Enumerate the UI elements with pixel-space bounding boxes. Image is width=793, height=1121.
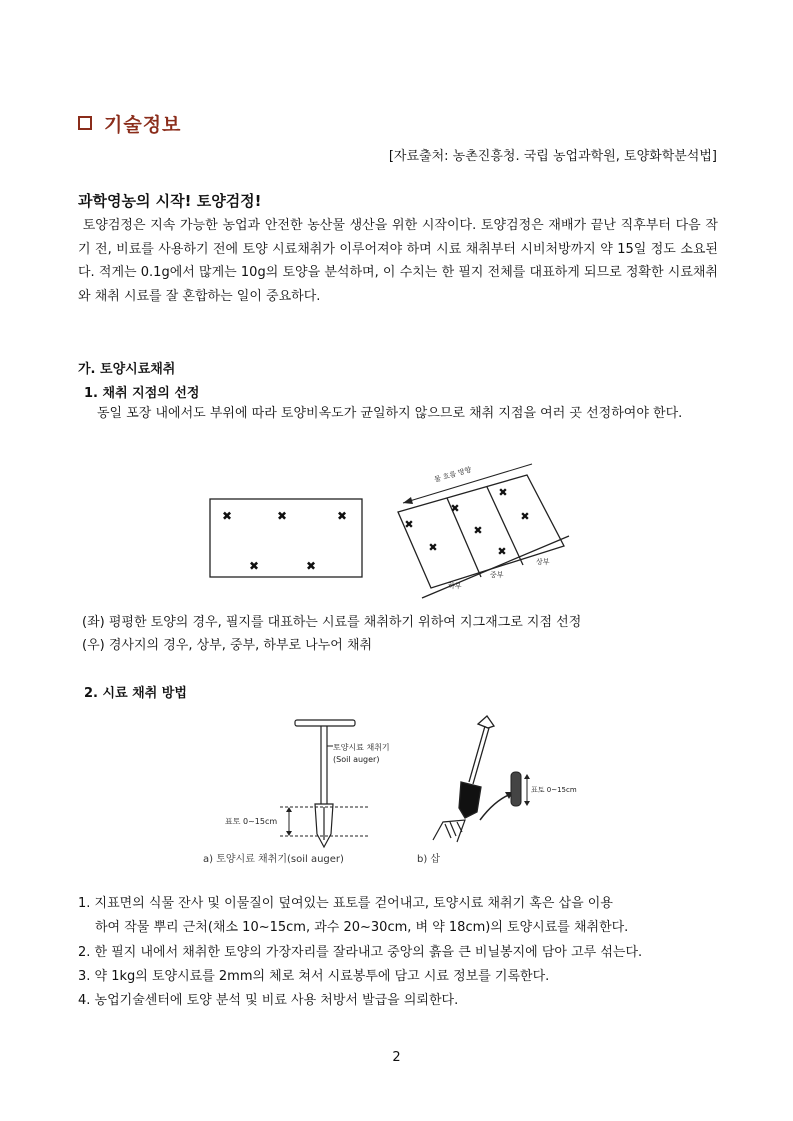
intro-paragraph-text: 토양검정은 지속 가능한 농업과 안전한 농산물 생산을 위한 시작이다. 토양검정은 재배가 끝난 직후부터 다음 작기 전, 비료를 사용하기 전에 토양 시료채취가 이루어져야 하며 시료 채취부터 시비처방까지 약 15일 정도 소요된다. 적게는 0.1g에서 많게는 10g의 토양을 분석하며, 이 수치는 한 필지 전체를 대표하게 되므로 정확한 시료채취와 채취 시료를 잘 혼합하는 일이 중요하다. (78, 218, 718, 304)
list-item: 하여 작물 뿌리 근처(채소 10~15cm, 과수 20~30cm, 벼 약 18cm)의 토양시료를 채취한다. (95, 920, 629, 936)
list-item: 2. 한 필지 내에서 채취한 토양의 가장자리를 잘라내고 중앙의 흙을 큰 비닐봉지에 담아 고루 섞는다. (78, 944, 643, 960)
soil-core (511, 772, 521, 806)
sample-mark: ✖ (520, 510, 530, 523)
soil-auger (295, 720, 355, 847)
curve-arrow (480, 794, 511, 820)
flow-arrow-head (403, 497, 413, 504)
depth-label-right: 표토 0~15cm (531, 786, 577, 794)
auger-label-en: (Soil auger) (333, 755, 380, 764)
main-title: 과학영농의 시작! 토양검정! (78, 192, 262, 210)
checkbox-square-icon (78, 116, 92, 130)
sample-mark: ✖ (221, 509, 233, 523)
list-item: 4. 농업기술센터에 토양 분석 및 비료 사용 처방서 발급을 의뢰한다. (78, 993, 459, 1009)
list-item: 3. 약 1kg의 토양시료를 2mm의 체로 쳐서 시료봉투에 담고 시료 정보를 기록한다. (78, 968, 550, 984)
depth-label-left: 표토 0~15cm (225, 817, 278, 826)
steps-list (78, 892, 728, 1013)
lower-label: 하부 (448, 582, 462, 590)
sample-mark: ✖ (450, 502, 460, 515)
method-heading: 2. 시료 채취 방법 (84, 686, 187, 701)
upper-label: 상부 (536, 558, 550, 566)
sampling-heading: 가. 토양시료채취 (78, 362, 176, 377)
sample-mark: ✖ (305, 559, 317, 573)
page-number: 2 (392, 1050, 401, 1065)
water-flow-label: 물 흐름 방향 (433, 465, 473, 484)
caption-a: a) 토양시료 채취기(soil auger) (203, 854, 344, 865)
section-title-text: 기술정보 (104, 114, 182, 136)
soil-hole (433, 820, 465, 842)
sample-mark: ✖ (276, 509, 288, 523)
intro-paragraph (78, 214, 718, 308)
sampling-tools-figure (195, 712, 595, 872)
sample-mark: ✖ (498, 486, 508, 499)
source-citation: [자료출처: 농촌진흥청. 국립 농업과학원, 토양화학분석법] (388, 149, 717, 164)
slope-field (398, 475, 569, 598)
sample-mark: ✖ (497, 545, 507, 558)
shovel (459, 716, 494, 818)
auger-label: 토양시료 채취기 (333, 743, 390, 752)
point-heading: 1. 채취 지점의 선정 (84, 386, 200, 401)
caption-left: (좌) 평평한 토양의 경우, 필지를 대표하는 시료를 채취하기 위하여 지그재그로 지점 선정 (82, 615, 582, 630)
list-item: 1. 지표면의 식물 잔사 및 이물질이 덮여있는 표토를 걷어내고, 토양시료 채취기 혹은 삽을 이용 (78, 896, 613, 911)
sample-mark: ✖ (336, 509, 348, 523)
point-text: 동일 포장 내에서도 부위에 따라 토양비옥도가 균일하지 않으므로 채취 지점을 여러 곳 선정하여야 한다. (97, 406, 683, 421)
caption-right: (우) 경사지의 경우, 상부, 중부, 하부로 나누어 채취 (82, 638, 373, 653)
middle-label: 중부 (490, 571, 504, 579)
sample-mark: ✖ (428, 541, 438, 554)
sample-mark: ✖ (248, 559, 260, 573)
caption-b: b) 삽 (417, 854, 441, 865)
sampling-points-figure (190, 452, 585, 600)
sample-mark: ✖ (473, 524, 483, 537)
section-title (78, 110, 181, 137)
sample-mark: ✖ (404, 518, 414, 531)
